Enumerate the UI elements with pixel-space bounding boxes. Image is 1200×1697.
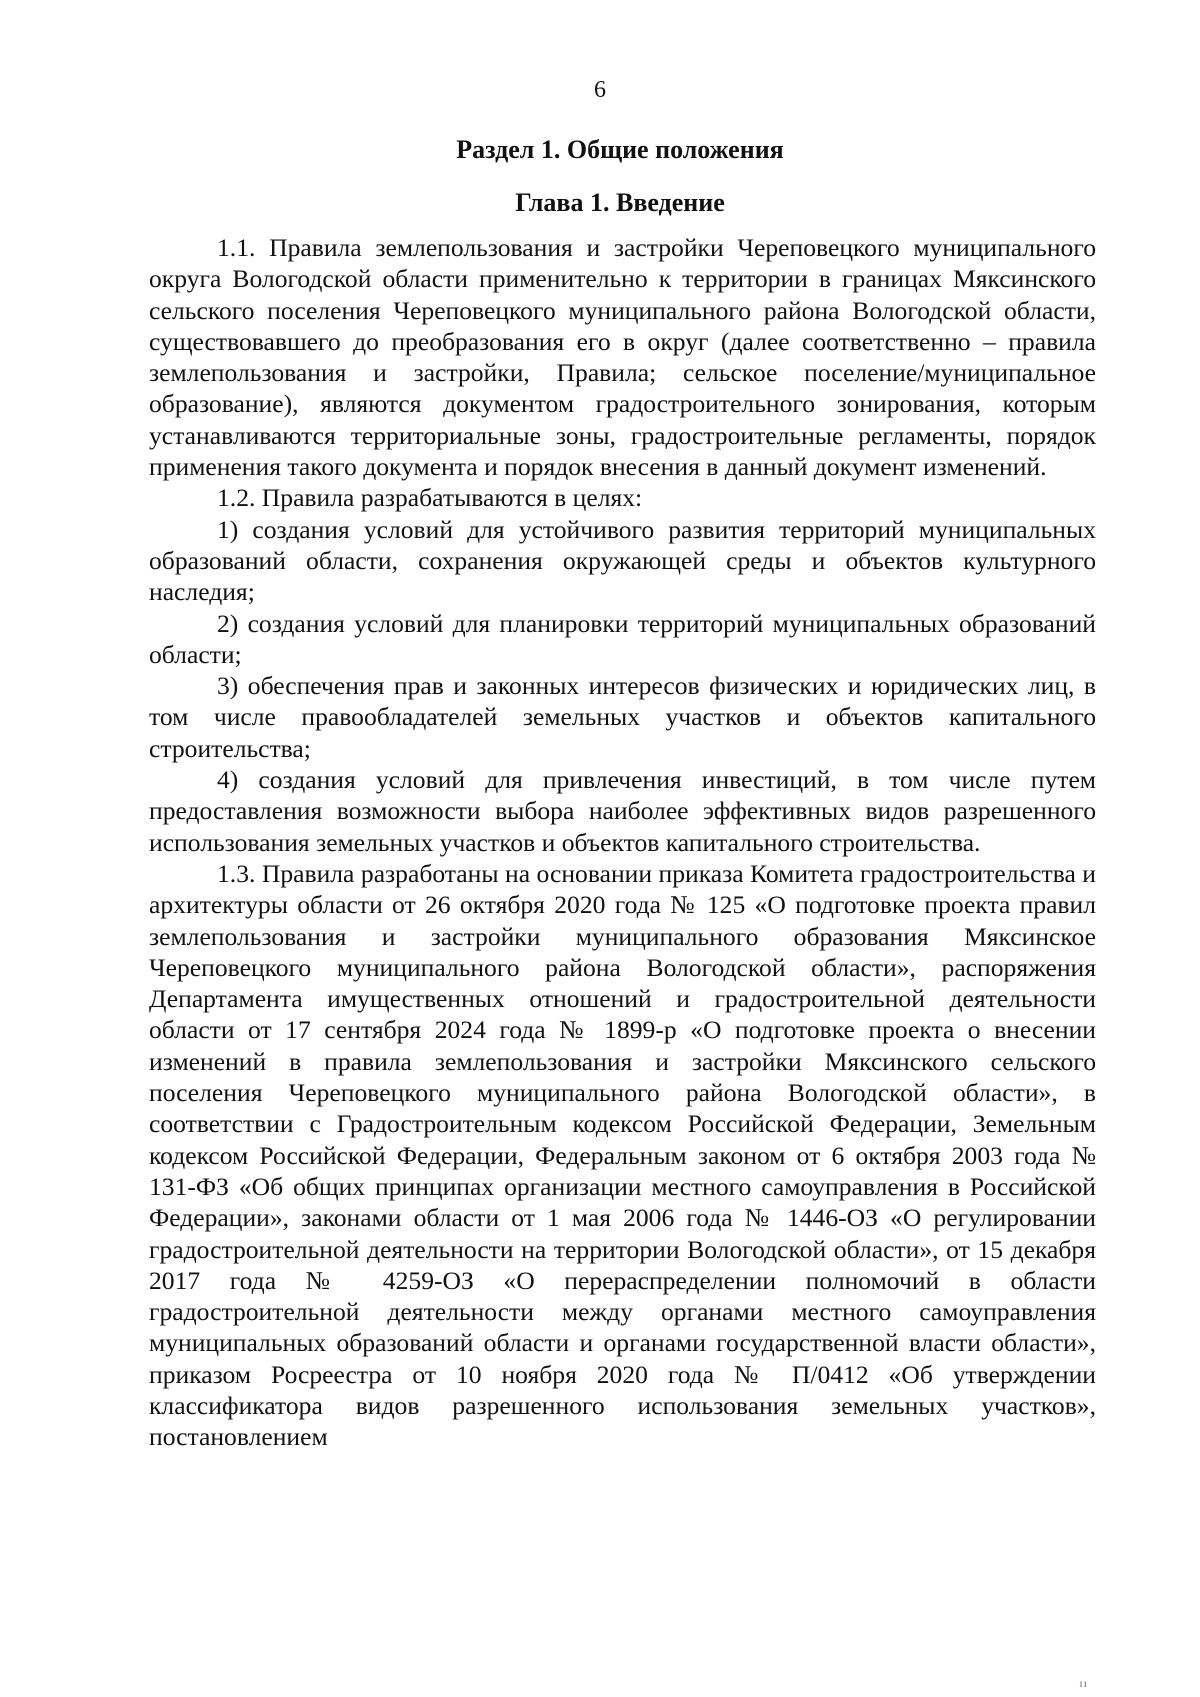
- document-body: [149, 232, 1096, 1453]
- list-item-4: 4) создания условий для привлечения инвестиций, в том числе путем предоставления возможности выбора наиболее эффективных видов разрешенного использования земельных участков и объектов капитального строительства.: [149, 765, 1096, 857]
- section-title: Раздел 1. Общие положения: [456, 135, 784, 164]
- paragraph-1-3: 1.3. Правила разработаны на основании приказа Комитета градостроительства и архитектуры области от 26 октября 2020 года № 125 «О подготовке проекта правил землепользования и застройки муниципального образования Мяксинское Череповецкого муниципального района Вологодской области», распоряжения Департамента имущественных отношений и градостроительной деятельности области от 17 сентября 2024 года № 1899-р «О подготовке проекта о внесении изменений в правила землепользования и застройки Мяксинского сельского поселения Череповецкого муниципального района Вологодской области», в соответствии с Градостроительным кодексом Российской Федерации, Земельным кодексом Российской Федерации, Федеральным законом от 6 октября 2003 года № 131-ФЗ «Об общих принципах организации местного самоуправления в Российской Федерации», законами области от 1 мая 2006 года № 1446-ОЗ «О регулировании градостроительной деятельности на территории Вологодской области», от 15 декабря 2017 года № 4259-ОЗ «О перераспределении полномочий в области градостроительной деятельности между органами местного самоуправления муниципальных образований области и органами государственной власти области», приказом Росреестра от 10 ноября 2020 года № П/0412 «Об утверждении классификатора видов разрешенного использования земельных участков», постановлением: [149, 858, 1096, 1452]
- chapter-title: Глава 1. Введение: [515, 188, 725, 217]
- page-number: 6: [594, 77, 606, 103]
- list-item-2: 2) создания условий для планировки территорий муниципальных образований области;: [149, 608, 1096, 669]
- scan-artifact: ıı: [1079, 1676, 1088, 1690]
- paragraph-1-2: 1.2. Правила разрабатываются в целях:: [217, 483, 643, 513]
- list-item-3: 3) обеспечения прав и законных интересов физических и юридических лиц, в том числе правообладателей земельных участков и объектов капитального строительства;: [149, 671, 1096, 763]
- paragraph-1-1: 1.1. Правила землепользования и застройки Череповецкого муниципального округа Вологодской области применительно к территории в границах Мяксинского сельского поселения Череповецкого муниципального района Вологодской области, существовавшего до преобразования его в округ (далее соответственно – правила землепользования и застройки, Правила; сельское поселение/муниципальное образование), являются документом градостроительного зонирования, которым устанавливаются территориальные зоны, градостроительные регламенты, порядок применения такого документа и порядок внесения в данный документ изменений.: [149, 233, 1096, 482]
- list-item-1: 1) создания условий для устойчивого развития территорий муниципальных образований области, сохранения окружающей среды и объектов культурного наследия;: [149, 514, 1096, 607]
